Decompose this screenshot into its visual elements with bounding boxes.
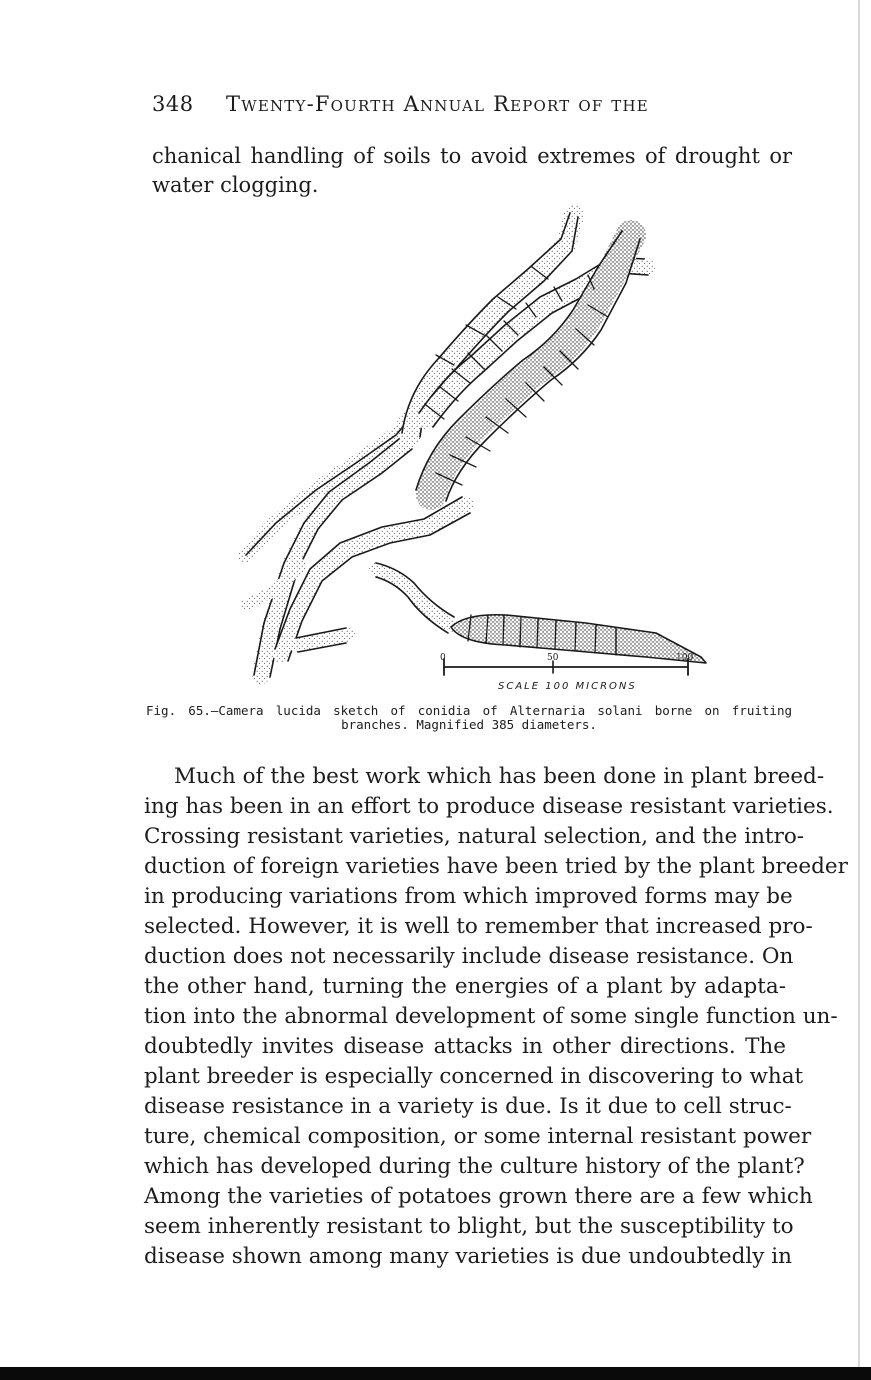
body-line: disease shown among many varieties is due undoubtedly in [144,1244,792,1269]
body-line: Crossing resistant varieties, natural selection, and the intro- [144,824,805,849]
scale-mark-end: 100 [676,653,694,663]
caption-line: Fig. 65.—Camera lucida sketch of conidia of Alternaria solani borne on fruiting [146,703,792,718]
body-line: ing has been in an effort to produce disease resistant varieties. [144,794,834,819]
body-paragraph [144,762,848,1272]
scale-label: SCALE 100 MICRONS [498,681,637,692]
caption-line: branches. Magnified 385 diameters. [341,717,597,732]
body-line: the other hand, turning the energies of a plant by adapta- [144,974,786,999]
scan-bottom-border [0,1367,871,1380]
body-line: doubtedly invites disease attacks in other directions. The [144,1034,786,1059]
intro-line: chanical handling of soils to avoid extremes of drought or [152,144,792,168]
body-line: Much of the best work which has been done in plant breed- [174,764,825,789]
body-line: tion into the abnormal development of some single function un- [144,1004,838,1029]
body-line: ture, chemical composition, or some internal resistant power [144,1124,812,1149]
body-line: duction does not necessarily include disease resistance. On [144,944,794,969]
page-edge-shadow [858,0,860,1367]
page-number: 348 [152,92,194,116]
body-line: in producing variations from which improved forms may be [144,884,793,909]
body-line: disease resistance in a variety is due. Is it due to cell struc- [144,1094,792,1119]
body-line: duction of foreign varieties have been tried by the plant breeder [144,854,848,879]
running-title: Twenty-Fourth Annual Report of the [226,92,649,116]
conidia-illustration [236,205,716,695]
intro-line: water clogging. [152,173,319,197]
body-line: Among the varieties of potatoes grown there are a few which [144,1184,813,1209]
body-line: selected. However, it is well to remember that increased pro- [144,914,813,939]
scale-mark-start: 0 [440,653,446,663]
figure-caption [146,704,792,732]
intro-paragraph [152,142,792,200]
body-line: plant breeder is especially concerned in discovering to what [144,1064,804,1089]
body-line: seem inherently resistant to blight, but the susceptibility to [144,1214,794,1239]
body-line: which has developed during the culture history of the plant? [144,1154,805,1179]
running-header [152,92,792,116]
scale-mark-middle: 50 [547,653,559,663]
conidia-sketch-figure [236,205,716,695]
